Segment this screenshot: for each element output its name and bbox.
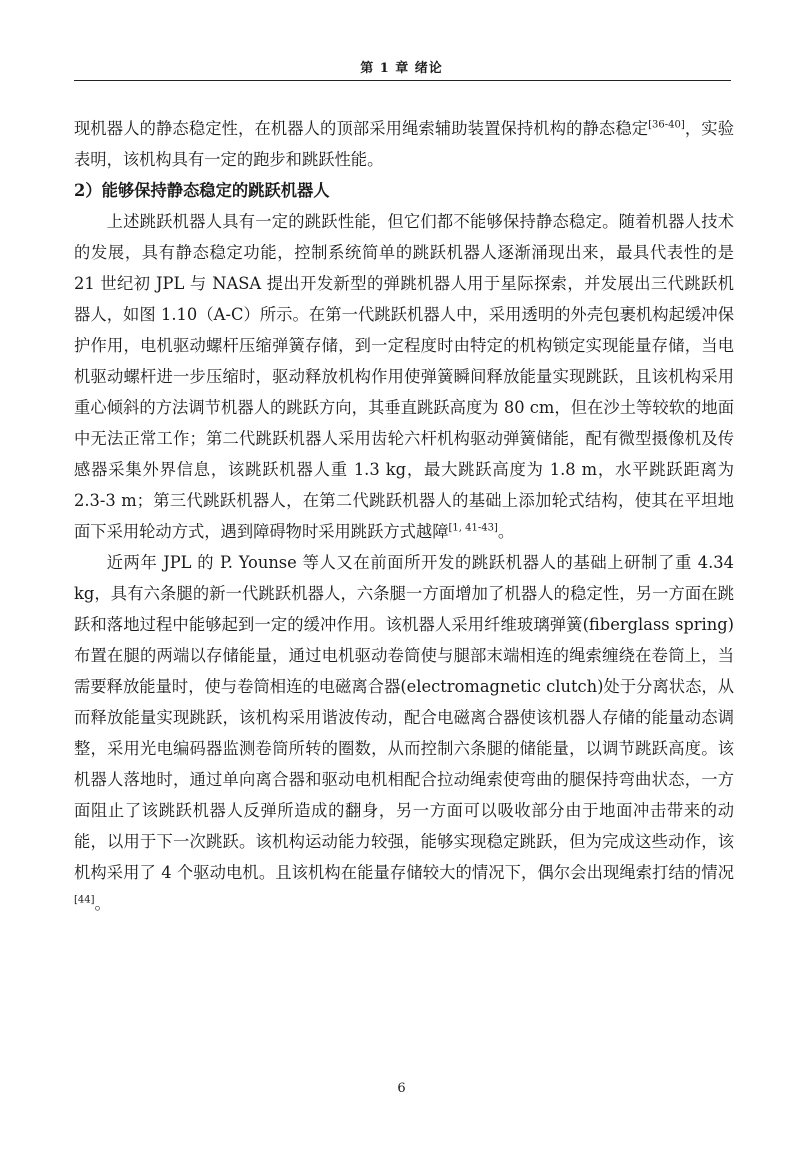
citation: [1, 41-43] (448, 522, 498, 534)
section-subheading: 2）能够保持静态稳定的跳跃机器人 (74, 181, 330, 200)
header-rule (74, 80, 731, 81)
paragraph (74, 547, 734, 919)
paragraph-tail: 。 (94, 894, 111, 913)
paragraph-tail: ，实验表明，该机构具有一定的跑步和跳跃性能。 (74, 119, 734, 169)
paragraph-tail: 。 (497, 522, 515, 541)
paragraph-continuation (74, 113, 734, 175)
body-text (74, 113, 734, 919)
paragraph-text: 现机器人的静态稳定性，在机器人的顶部采用绳索辅助装置保持机构的静态稳定 (74, 119, 649, 138)
citation: [36-40] (648, 119, 685, 131)
citation: [44] (74, 894, 95, 906)
paragraph (74, 206, 734, 547)
paragraph-text: 近两年 JPL 的 P. Younse 等人又在前面所开发的跳跃机器人的基础上研制了重 4.34 kg，具有六条腿的新一代跳跃机器人，六条腿一方面增加了机器人的稳定性，另一方面在跳跃和落地过程中能够起到一定的缓冲作用。该机器人采用纤维玻璃弹簧(fiberglass spring)布置在腿的两端以存储能量，通过电机驱动卷筒使与腿部末端相连的绳索缠绕在卷筒上，当需要释放能量时，使与卷筒相连的电磁离合器(electromagnetic clutch)处于分离状态，从而释放能量实现跳跃，该机构采用谐波传动，配合电磁离合器使该机器人存储的能量动态调整，采用光电编码器监测卷筒所转的圈数，从而控制六条腿的储能量，以调节跳跃高度。该机器人落地时，通过单向离合器和驱动电机相配合拉动绳索使弯曲的腿保持弯曲状态，一方面阻止了该跳跃机器人反弹所造成的翻身，另一方面可以吸收部分由于地面冲击带来的动能，以用于下一次跳跃。该机构运动能力较强，能够实现稳定跳跃，但为完成这些动作，该机构采用了 4 个驱动电机。且该机构在能量存储较大的情况下，偶尔会出现绳索打结的情况 (74, 553, 734, 882)
running-header: 第 1 章 绪论 (360, 61, 443, 76)
page-number: 6 (397, 1081, 406, 1096)
paragraph-text: 上述跳跃机器人具有一定的跳跃性能，但它们都不能够保持静态稳定。随着机器人技术的发展，具有静态稳定功能，控制系统简单的跳跃机器人逐渐涌现出来，最具代表性的是 21 世纪初 JPL 与 NASA 提出开发新型的弹跳机器人用于星际探索，并发展出三代跳跃机器人，如图 1.10（A-C）所示。在第一代跳跃机器人中，采用透明的外壳包裹机构起缓冲保护作用，电机驱动螺杆压缩弹簧存储，到一定程度时由特定的机构锁定实现能量存储，当电机驱动螺杆进一步压缩时，驱动释放机构作用使弹簧瞬间释放能量实现跳跃，且该机构采用重心倾斜的方法调节机器人的跳跃方向，其垂直跳跃高度为 80 cm，但在沙土等较软的地面中无法正常工作；第二代跳跃机器人采用齿轮六杆机构驱动弹簧储能，配有微型摄像机及传感器采集外界信息，该跳跃机器人重 1.3 kg，最大跳跃高度为 1.8 m，水平跳跃距离为 2.3-3 m；第三代跳跃机器人，在第二代跳跃机器人的基础上添加轮式结构，使其在平坦地面下采用轮动方式，遇到障碍物时采用跳跃方式越障 (74, 212, 734, 541)
